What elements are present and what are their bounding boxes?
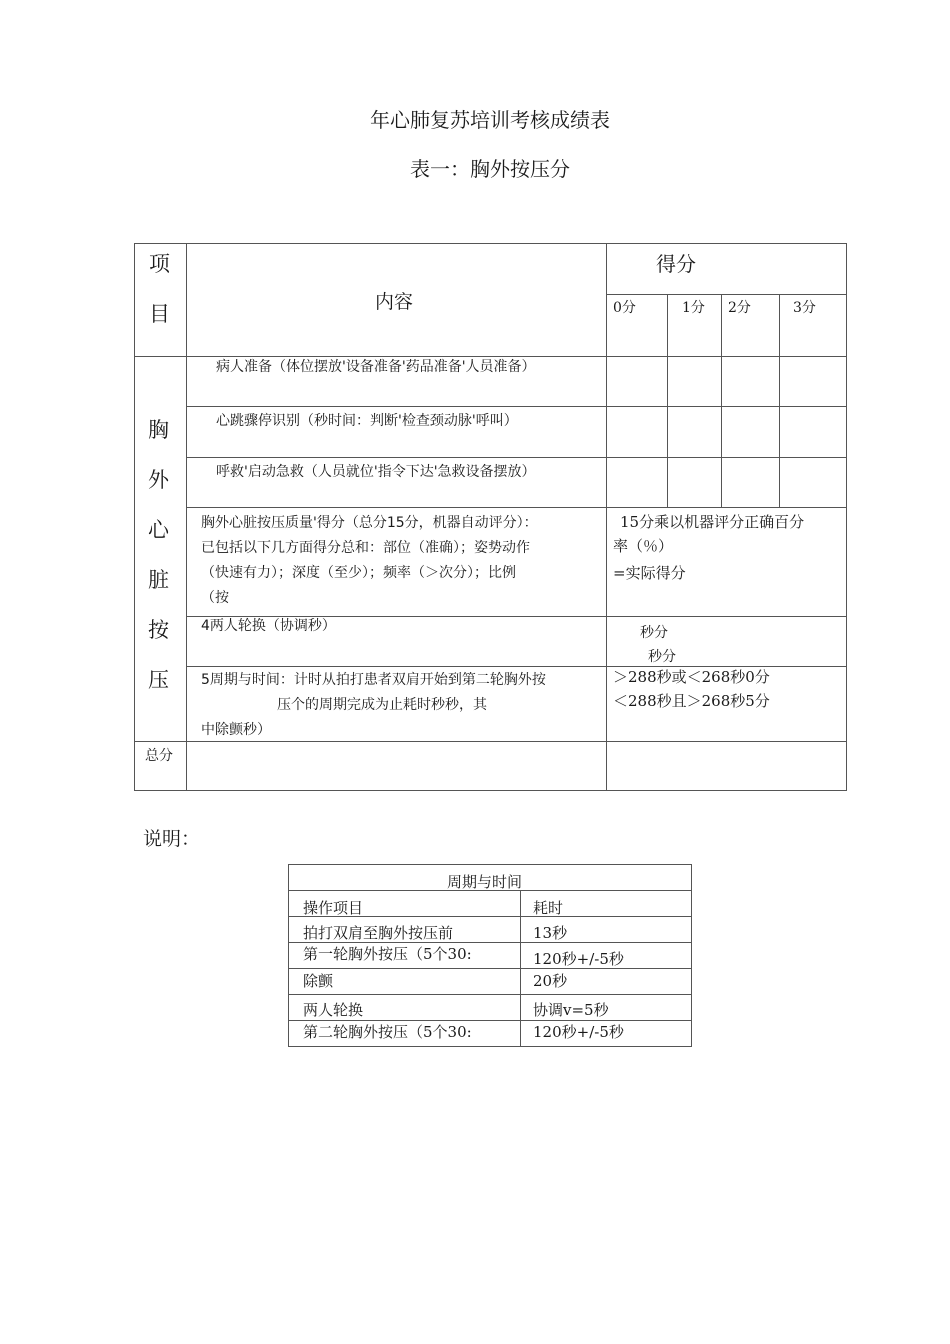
score-level-3: 3分 xyxy=(793,300,816,316)
row-cycle-time-line-1: 5周期与时间：计时从拍打患者双肩开始到第二轮胸外按 xyxy=(201,672,546,688)
row-cycle-score-line-2: ＜288秒且＞268秒5分 xyxy=(613,692,770,710)
row-cycle-time-line-2: 压个的周期完成为止耗时秒秒，其 xyxy=(277,697,487,713)
cycle-header-operation: 操作项目 xyxy=(303,899,364,917)
header-score: 得分 xyxy=(656,252,696,276)
row-compression-quality-line-1: 胸外心脏按压质量'得分（总分15分，机器自动评分）： xyxy=(201,515,538,531)
row-call-for-help: 呼救'启动急救（人员就位'指令下达'急救设备摆放） xyxy=(216,464,536,480)
cycle-row-2-duration: 120秒+/-5秒 xyxy=(533,950,624,968)
row-rotation-score-line-1: 秒分 xyxy=(640,625,668,641)
row-arrest-recognition: 心跳骤停识别（秒时间：判断'检查颈动脉'呼叫） xyxy=(216,413,518,429)
cycle-row-4-operation: 两人轮换 xyxy=(303,1001,364,1019)
row-compression-quality-line-4: （按 xyxy=(201,590,229,606)
row-compression-quality-line-2: 已包括以下几方面得分总和：部位（准确）；姿势动作 xyxy=(201,540,530,556)
score-level-1: 1分 xyxy=(682,300,705,316)
row-rotation: 4两人轮换（协调秒） xyxy=(201,618,336,634)
row-cycle-score-line-1: ＞288秒或＜268秒0分 xyxy=(613,668,770,686)
cycle-row-4-duration: 协调v=5秒 xyxy=(533,1001,609,1019)
score-level-2: 2分 xyxy=(728,300,751,316)
cycle-header-duration: 耗时 xyxy=(533,899,564,917)
row-compression-score-line-3: =实际得分 xyxy=(613,564,686,582)
row-rotation-score-line-2: 秒分 xyxy=(648,649,676,665)
cycle-row-5-operation: 第二轮胸外按压（5个30: xyxy=(303,1023,472,1041)
cycle-row-5-duration: 120秒+/-5秒 xyxy=(533,1023,624,1041)
row-compression-score-line-1: 15分乘以机器评分正确百分 xyxy=(620,513,805,531)
cycle-row-2-operation: 第一轮胸外按压（5个30: xyxy=(303,945,472,963)
group-label-char-4: 脏 xyxy=(148,568,169,592)
cycle-row-3-operation: 除颤 xyxy=(303,972,334,990)
cycle-table-title: 周期与时间 xyxy=(447,873,523,891)
cycle-row-3-duration: 20秒 xyxy=(533,972,568,990)
row-compression-quality-line-3: （快速有力）；深度（至少）；频率（＞次分）；比例 xyxy=(201,565,516,581)
page-subtitle: 表一：胸外按压分 xyxy=(410,157,570,181)
total-score-label: 总分 xyxy=(145,748,173,764)
header-item-char-1: 项 xyxy=(149,252,170,276)
group-label-char-3: 心 xyxy=(148,518,169,542)
header-content: 内容 xyxy=(375,291,414,313)
group-label-char-6: 压 xyxy=(148,668,169,692)
group-label-char-1: 胸 xyxy=(148,418,169,442)
score-level-0: 0分 xyxy=(613,300,636,316)
header-item-char-2: 目 xyxy=(149,302,170,326)
cycle-row-1-duration: 13秒 xyxy=(533,924,568,942)
row-cycle-time-line-3: 中除颤秒） xyxy=(201,722,271,738)
row-compression-score-line-2: 率（％） xyxy=(613,537,674,555)
group-label-char-2: 外 xyxy=(148,468,169,492)
row-patient-prep: 病人准备（体位摆放'设备准备'药品准备'人员准备） xyxy=(216,359,536,375)
group-label-char-5: 按 xyxy=(148,618,169,642)
cycle-row-1-operation: 拍打双肩至胸外按压前 xyxy=(303,924,454,942)
notes-label: 说明： xyxy=(143,828,201,850)
page-title: 年心肺复苏培训考核成绩表 xyxy=(370,108,610,132)
